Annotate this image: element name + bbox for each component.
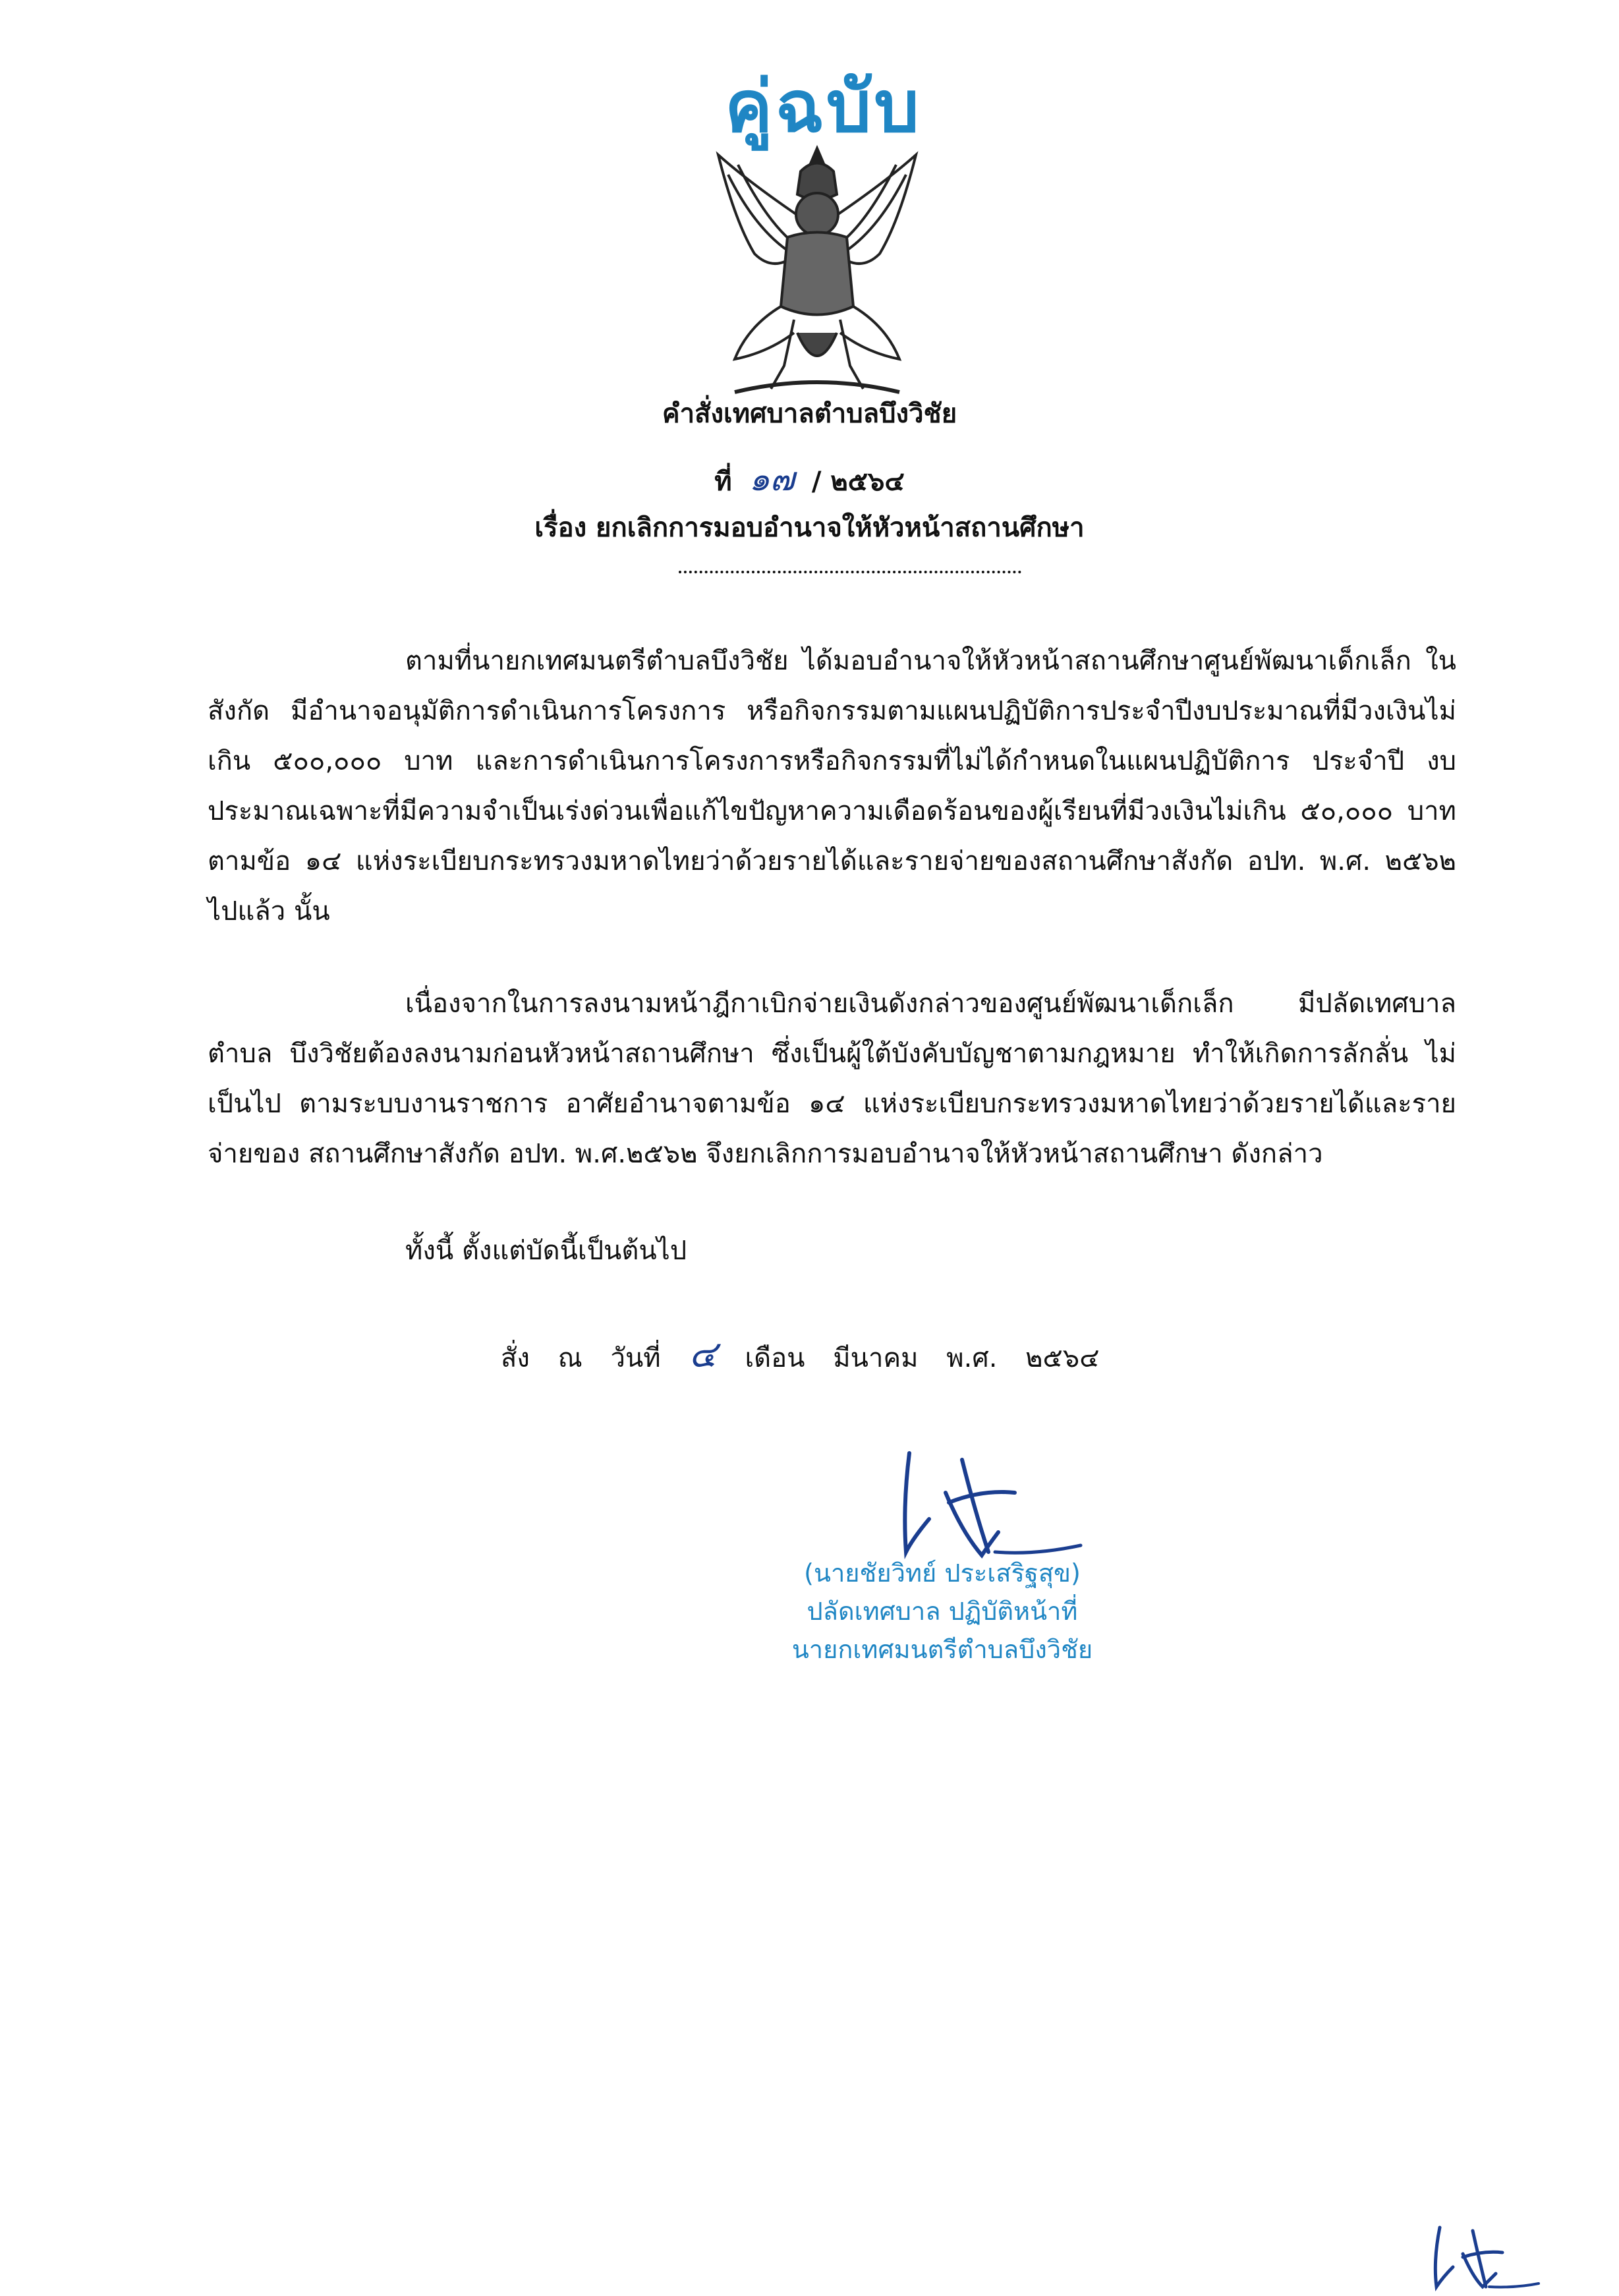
dotted-divider	[679, 565, 1021, 573]
month-label: เดือน	[745, 1343, 805, 1373]
order-number-prefix: ที่	[714, 467, 732, 497]
day-handwritten: ๔	[689, 1333, 717, 1376]
month-value: มีนาคม	[833, 1343, 919, 1373]
order-number-handwritten: ๑๗	[749, 460, 795, 498]
signatory-name: (นายชัยวิทย์ ประเสริฐสุข)	[804, 1559, 1081, 1588]
era-label: พ.ศ.	[946, 1343, 998, 1373]
year-value: ๒๕๖๔	[1025, 1343, 1100, 1373]
order-subject: เรื่อง ยกเลิกการมอบอำนาจให้หัวหน้าสถานศึกษา	[534, 513, 1085, 543]
handwritten-initials	[1423, 2221, 1542, 2293]
order-title: คำสั่งเทศบาลตำบลบึงวิชัย	[662, 399, 957, 429]
copy-stamp: คู่ฉบับ	[725, 66, 922, 148]
at-word: ณ	[557, 1343, 582, 1373]
signatory-title-2: นายกเทศมนตรีตำบลบึงวิชัย	[791, 1635, 1093, 1664]
garuda-emblem-icon	[708, 142, 926, 402]
signatory-title-1: ปลัดเทศบาล ปฏิบัติหน้าที่	[807, 1597, 1078, 1626]
handwritten-signature	[883, 1440, 1100, 1565]
paragraph-2: เนื่องจากในการลงนามหน้าฎีกาเบิกจ่ายเงินดังกล่าวของศูนย์พัฒนาเด็กเล็ก มีปลัดเทศบาลตำบล บึงวิชัยต้องลงนามก่อนหัวหน้าสถานศึกษา ซึ่งเป็นผู้ใต้บังคับบัญชาตามกฎหมาย ทำให้เกิดการลักลั่น ไม่เป็นไป ตามระบบงานราชการ อาศัยอำนาจตามข้อ ๑๔ แห่งระเบียบกระทรวงมหาดไทยว่าด้วยรายได้และรายจ่ายของ สถานศึกษาสังกัด อปท. พ.ศ.๒๕๖๒ จึงยกเลิกการมอบอำนาจให้หัวหน้าสถานศึกษา ดังกล่าว	[208, 989, 1456, 1169]
order-number	[0, 453, 1619, 505]
order-word: สั่ง	[501, 1343, 530, 1373]
paragraph-3: ทั้งนี้ ตั้งแต่บัดนี้เป็นต้นไป	[405, 1236, 687, 1266]
day-label: วันที่	[610, 1343, 661, 1373]
order-number-suffix: / ๒๕๖๔	[811, 467, 905, 497]
order-date	[501, 1325, 1119, 1383]
paragraph-1: ตามที่นายกเทศมนตรีตำบลบึงวิชัย ได้มอบอำนาจให้หัวหน้าสถานศึกษาศูนย์พัฒนาเด็กเล็ก ในสังกัด มีอำนาจอนุมัติการดำเนินการโครงการ หรือกิจกรรมตามแผนปฏิบัติการประจำปีงบประมาณที่มีวงเงินไม่เกิน ๕๐๐,๐๐๐ บาท และการดำเนินการโครงการหรือกิจกรรมที่ไม่ได้กำหนดในแผนปฏิบัติการ ประจำปี งบประมาณเฉพาะที่มีความจำเป็นเร่งด่วนเพื่อแก้ไขปัญหาความเดือดร้อนของผู้เรียนที่มีวงเงินไม่เกิน ๕๐,๐๐๐ บาท ตามข้อ ๑๔ แห่งระเบียบกระทรวงมหาดไทยว่าด้วยรายได้และรายจ่ายของสถานศึกษาสังกัด อปท. พ.ศ. ๒๕๖๒ ไปแล้ว นั้น	[208, 646, 1456, 927]
